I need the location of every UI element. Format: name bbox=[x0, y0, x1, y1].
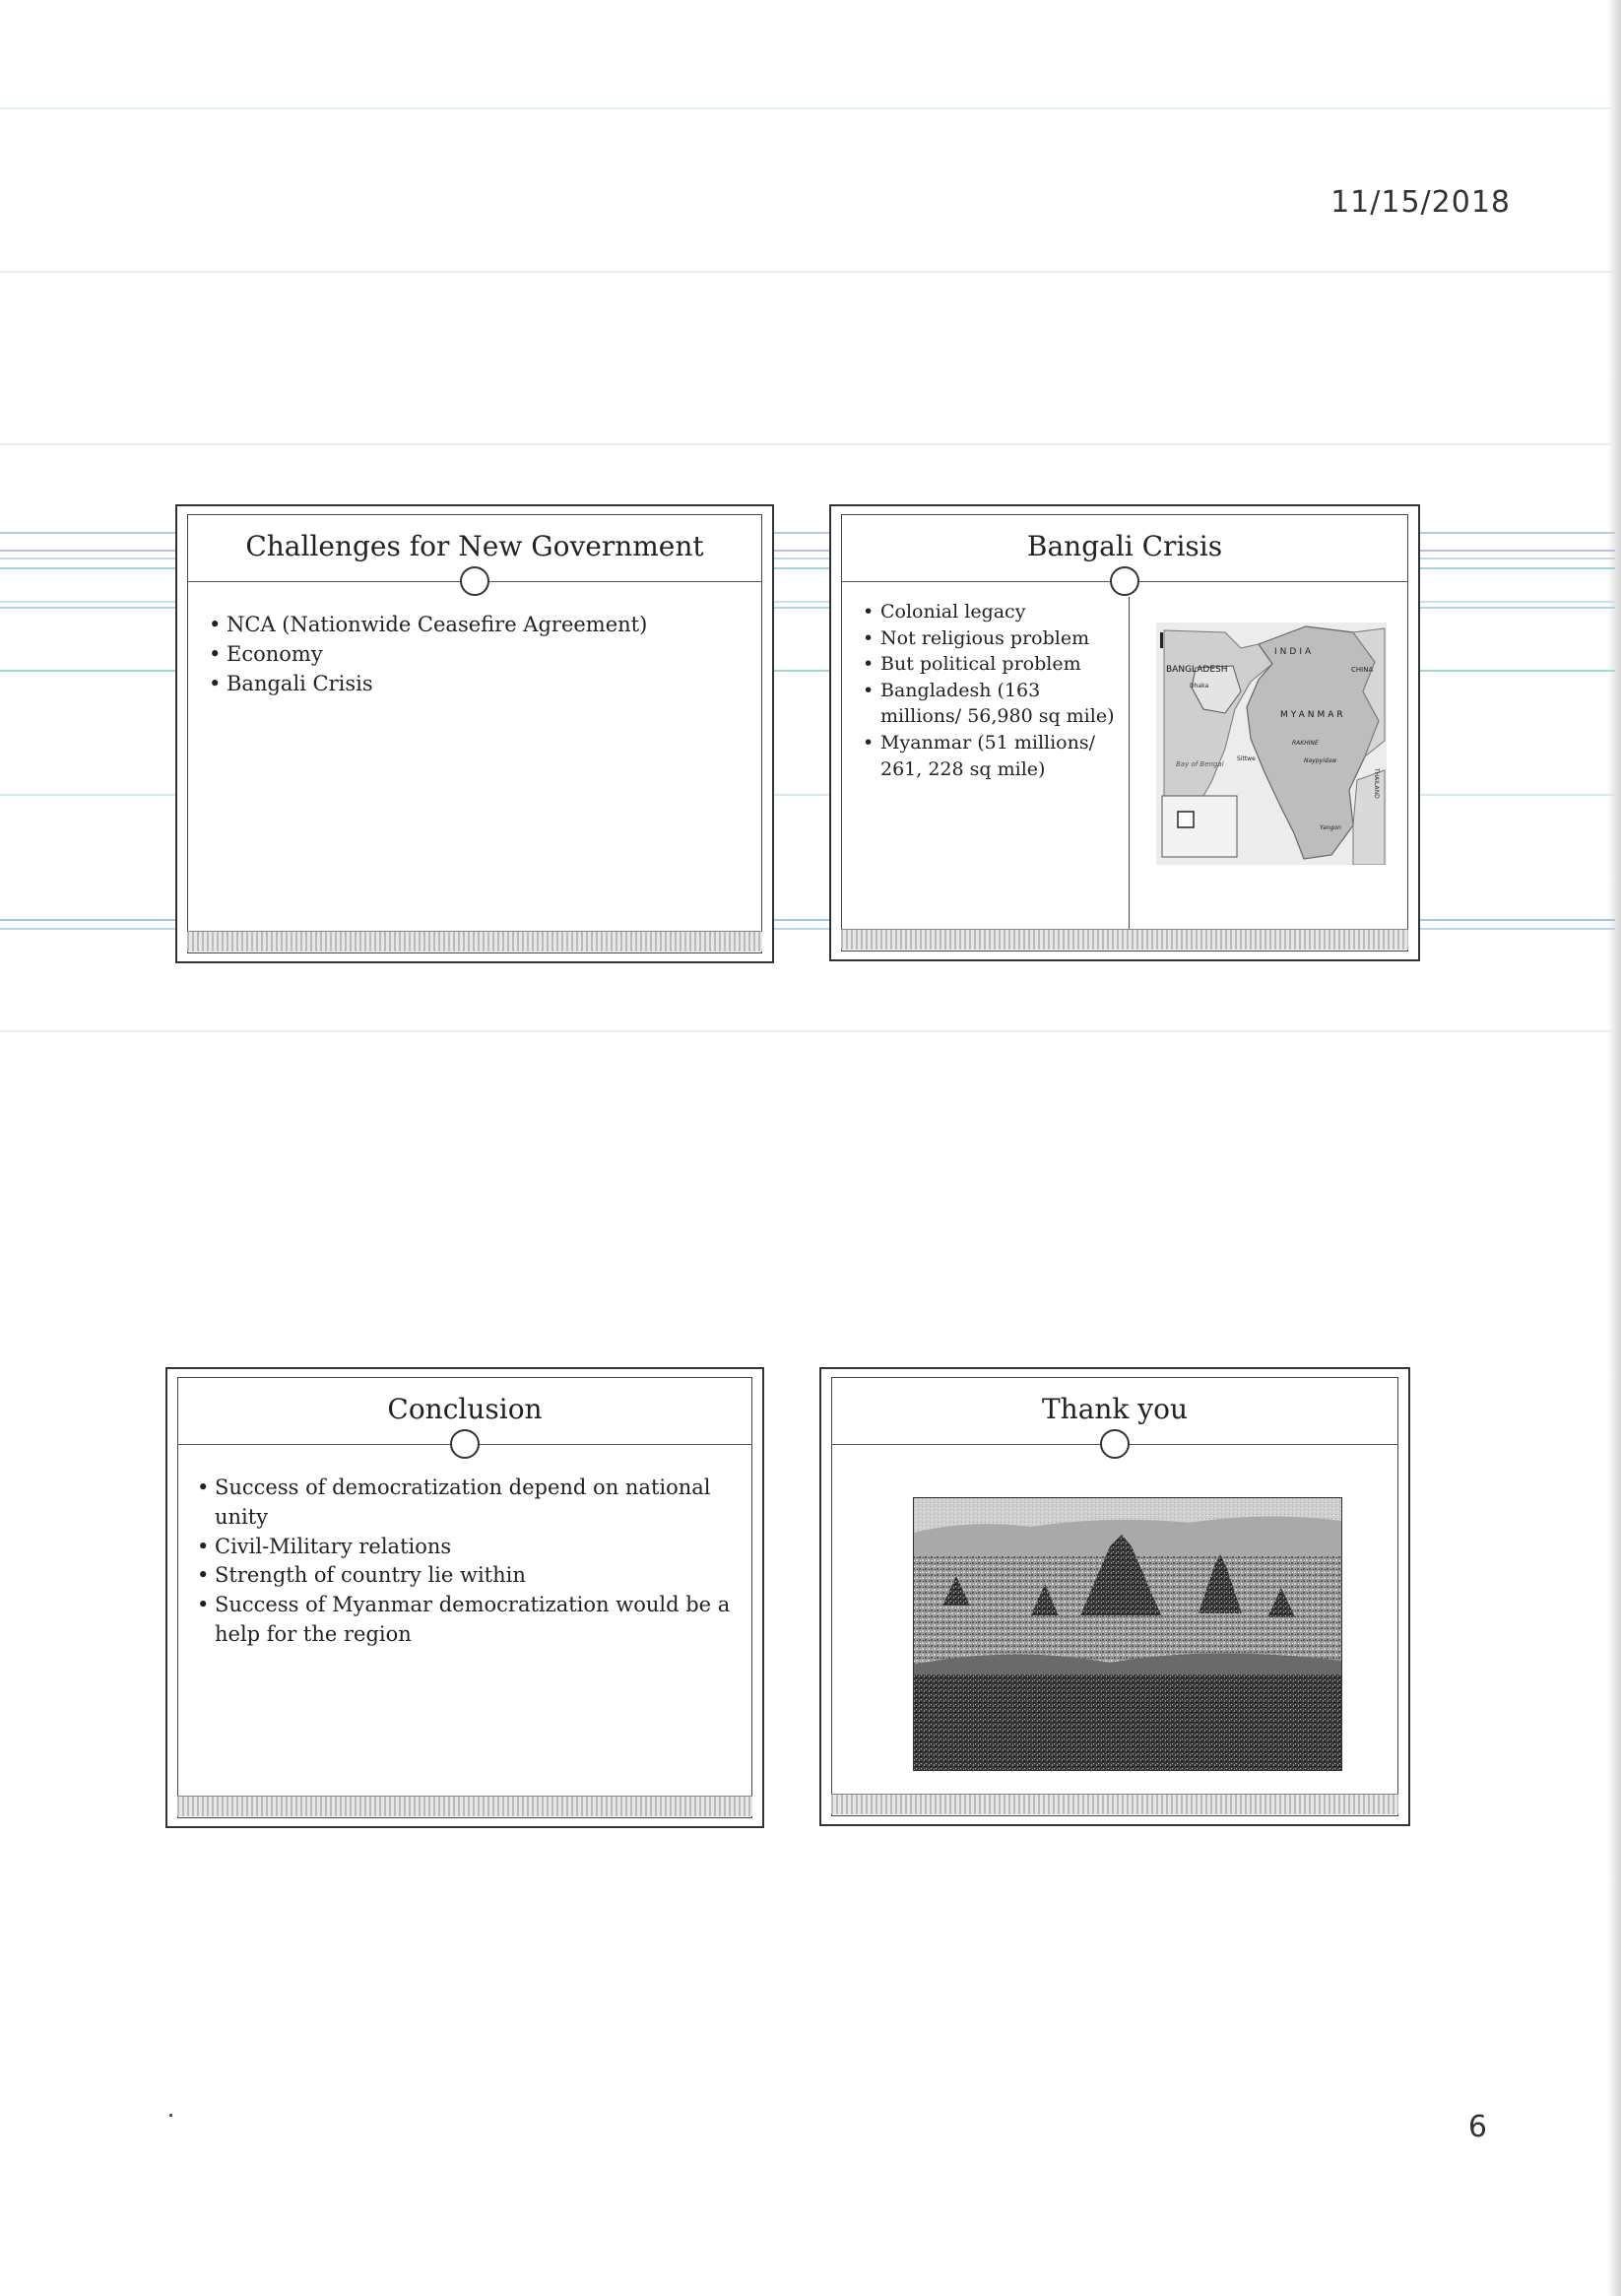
ring-ornament-icon bbox=[450, 1429, 480, 1459]
slide-title: Thank you bbox=[1041, 1393, 1188, 1425]
slide-bangali-crisis bbox=[829, 504, 1420, 961]
slide-title: Conclusion bbox=[387, 1393, 543, 1425]
ring-ornament-icon bbox=[460, 566, 489, 596]
page-edge bbox=[1607, 0, 1621, 2296]
map-label: Dhaka bbox=[1190, 683, 1209, 689]
ring-ornament-icon bbox=[1110, 566, 1139, 596]
scan-artifact-line bbox=[0, 443, 1615, 445]
slide-conclusion bbox=[165, 1367, 764, 1828]
slide-footer-band bbox=[841, 929, 1408, 950]
bullet-item: • Civil-Military relations bbox=[195, 1533, 746, 1562]
slide-footer-band bbox=[187, 931, 762, 951]
bullet-item: • Not religious problem bbox=[861, 625, 1122, 652]
map-label: Yangon bbox=[1320, 824, 1341, 831]
bullet-item: • NCA (Nationwide Ceasefire Agreement) bbox=[207, 611, 758, 640]
map-label: BANGLADESH bbox=[1166, 665, 1228, 675]
bullet-item: • Myanmar (51 millions/ 261, 228 sq mile) bbox=[861, 730, 1122, 782]
scan-artifact-line bbox=[0, 1030, 1615, 1032]
slide-challenges bbox=[175, 504, 774, 963]
map-label: Sittwe bbox=[1237, 755, 1256, 762]
slide-title: Bangali Crisis bbox=[1026, 530, 1223, 562]
bullet-item: • Success of democratization depend on national unity bbox=[195, 1474, 746, 1533]
slide-footer-band bbox=[177, 1796, 752, 1816]
bullet-item: • Colonial legacy bbox=[861, 599, 1122, 625]
scan-artifact-line bbox=[0, 107, 1615, 109]
bullet-item: • Success of Myanmar democratization would be a help for the region bbox=[195, 1591, 746, 1650]
map-label: Naypyidaw bbox=[1304, 757, 1337, 764]
bullet-item: • But political problem bbox=[861, 651, 1122, 678]
stray-mark bbox=[169, 2114, 172, 2117]
slide-title: Challenges for New Government bbox=[245, 530, 704, 562]
bullet-item: • Strength of country lie within bbox=[195, 1561, 746, 1591]
slide-thank-you bbox=[819, 1367, 1410, 1826]
map-label: Bay of Bengal bbox=[1176, 760, 1224, 768]
bullet-list bbox=[207, 611, 758, 698]
ring-ornament-icon bbox=[1100, 1429, 1130, 1459]
bullet-item: • Bangali Crisis bbox=[207, 670, 758, 699]
map-label: RAKHINE bbox=[1292, 740, 1319, 747]
bullet-list bbox=[861, 599, 1122, 782]
bullet-item: • Bangladesh (163 millions/ 56,980 sq mile) bbox=[861, 678, 1122, 730]
map-label: CHINA bbox=[1351, 666, 1374, 674]
map-label: THAILAND bbox=[1373, 768, 1380, 799]
map-divider bbox=[1129, 597, 1130, 930]
page-date: 11/15/2018 bbox=[1330, 185, 1511, 220]
page-number: 6 bbox=[1467, 2110, 1487, 2144]
bullet-item: • Economy bbox=[207, 640, 758, 670]
bullet-list bbox=[195, 1474, 746, 1650]
temple-landscape-photo bbox=[913, 1497, 1342, 1771]
region-map bbox=[1156, 623, 1387, 865]
map-label: MYANMAR bbox=[1280, 710, 1346, 720]
slide-footer-band bbox=[831, 1794, 1398, 1814]
scan-artifact-line bbox=[0, 271, 1615, 273]
map-label: INDIA bbox=[1274, 647, 1315, 657]
